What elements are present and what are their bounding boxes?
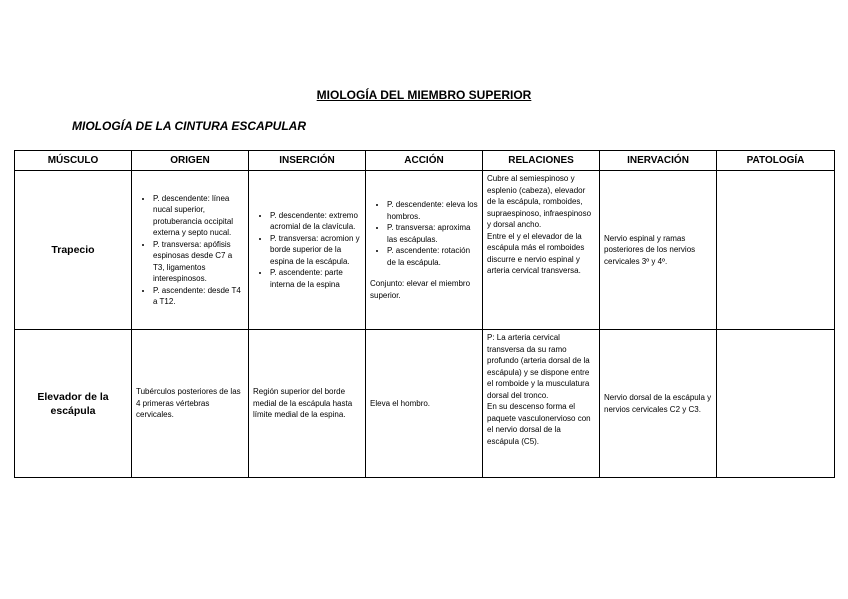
muscle-name: Trapecio [15,171,132,330]
relations-text: Cubre al semiespinoso y esplenio (cabeza), elevador de la escápula, romboides, supraespinoso, infraespinoso y dorsal ancho. [487,174,592,229]
table-row [15,330,835,478]
relations-text: Entre el y el elevador de la escápula más el romboides discurre e nervio espinal y arteria cervical transversa. [487,231,585,275]
table-row [15,171,835,330]
action-cell [366,171,483,330]
header-origen: ORIGEN [132,151,249,171]
list-item: • P. descendente: línea nucal superior, protuberancia occipital externa y septo nucal. [153,193,244,239]
header-accion: ACCIÓN [366,151,483,171]
relations-text: En su descenso forma el paquete vasculonervioso con el nervio dorsal de la escápula (C5). [487,402,591,446]
list-item: • P. descendente: eleva los hombros. [387,199,478,222]
insertion-cell [249,171,366,330]
page-title: MIOLOGÍA DEL MIEMBRO SUPERIOR [316,88,532,102]
list-item: • P. ascendente: rotación de la escápula. [387,245,478,268]
relations-text: P: La arteria cervical transversa da su ramo profundo (arteria dorsal de la escápula) y se dispone entre el romboide y la musculatura dorsal del tronco. [487,333,590,400]
table-header-row [15,151,835,171]
pathology-cell [717,330,835,478]
action-note: Conjunto: elevar el miembro superior. [370,279,471,300]
list-item: • P. transversa: acromion y borde superior de la espina de la escápula. [270,233,361,268]
section-subtitle: MIOLOGÍA DE LA CINTURA ESCAPULAR [72,119,306,133]
header-relaciones: RELACIONES [483,151,600,171]
list-item: • P. ascendente: desde T4 a T12. [153,285,244,308]
header-musculo: MÚSCULO [15,151,132,171]
innervation-cell: Nervio espinal y ramas posteriores de los nervios cervicales 3º y 4º. [600,171,717,330]
muscle-name: Elevador de la escápula [15,330,132,478]
action-cell: Eleva el hombro. [366,330,483,478]
insertion-cell: Región superior del borde medial de la escápula hasta límite medial de la espina. [249,330,366,478]
header-insercion: INSERCIÓN [249,151,366,171]
relations-cell [483,171,600,330]
header-patologia: PATOLOGÍA [717,151,835,171]
list-item: • P. descendente: extremo acromial de la clavícula. [270,210,361,233]
pathology-cell [717,171,835,330]
origin-cell [132,171,249,330]
muscle-table [14,150,835,478]
list-item: • P. transversa: aproxima las escápulas. [387,222,478,245]
header-inervacion: INERVACIÓN [600,151,717,171]
origin-cell: Tubérculos posteriores de las 4 primeras vértebras cervicales. [132,330,249,478]
relations-cell [483,330,600,478]
list-item: • P. ascendente: parte interna de la espina [270,267,361,290]
list-item: • P. transversa: apófisis espinosas desde C7 a T3, ligamentos interespinosos. [153,239,244,285]
innervation-cell: Nervio dorsal de la escápula y nervios cervicales C2 y C3. [600,330,717,478]
